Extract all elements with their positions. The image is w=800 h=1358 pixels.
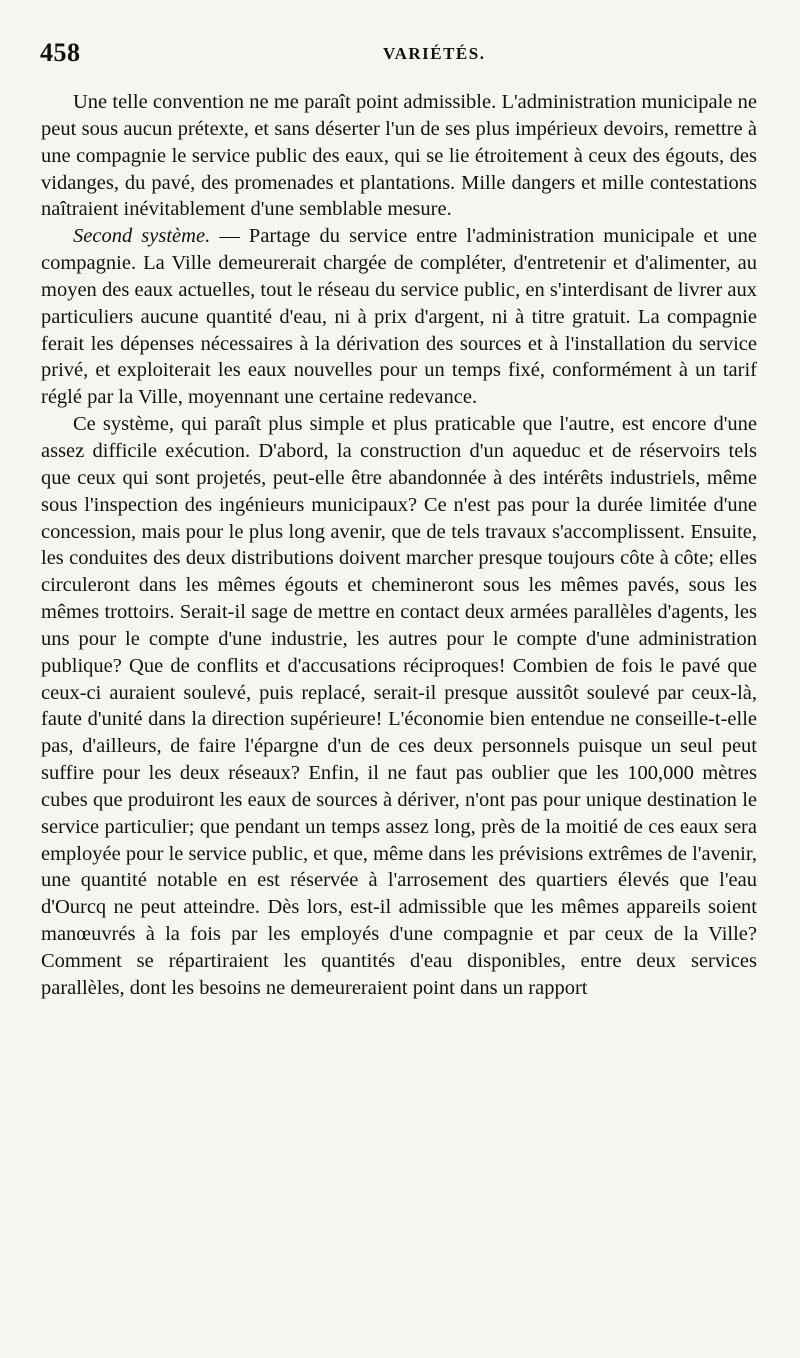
paragraph-text: — Partage du service entre l'administration municipale et une compagnie. La Ville demeurerait chargée de compléter, d'entretenir et d'alimenter, au moyen des eaux actuelles, tout le réseau du service public, en s'interdisant de livrer aux particuliers aucune quantité d'eau, ni à prix d'argent, ni à titre gratuit. La compagnie ferait les dépenses nécessaires à la dérivation des sources et à l'installation du service privé, et exploiterait les eaux nouvelles pour un temps fixé, conformément à un tarif réglé par la Ville, moyennant une certaine redevance. [41, 225, 758, 409]
paragraph-text: Ce système, qui paraît plus simple et plus praticable que l'autre, est encore d'une assez difficile exécution. D'abord, la construction d'un aqueduc et de réservoirs tels que ceux qui sont projetés, peut-elle être abandonnée à des intérêts industriels, même sous l'inspection des ingénieurs municipaux? Ce n'est pas pour la durée limitée d'une concession, mais pour le plus long avenir, que de tels travaux s'accomplissent. Ensuite, les conduites des deux distributions doivent marcher presque toujours côte à côte; elles circuleront dans les mêmes égouts et chemineront sous les mêmes pavés, sous les mêmes trottoirs. Serait-il sage de mettre en contact deux armées parallèles d'agents, les uns pour le compte d'une industrie, les autres pour le compte d'une administration publique? Que de conflits et d'accusations réciproques! Combien de fois le pavé que ceux-ci auraient soulevé, puis replacé, serait-il presque aussitôt soulevé par ceux-là, faute d'unité dans la direction supérieure! L'économie bien entendue ne conseille-t-elle pas, d'ailleurs, de faire l'épargne d'un de ces deux personnels puisque un seul peut suffire pour les deux réseaux? Enfin, il ne faut pas oublier que les 100,000 mètres cubes que produiront les eaux de sources à dériver, n'ont pas pour unique destination le service particulier; que pendant un temps assez long, près de la moitié de ces eaux sera employée pour le service public, et que, même dans les prévisions extrêmes de l'avenir, une quantité notable en est réservée à l'arrosement des quartiers élevés que l'eau d'Ourcq ne peut atteindre. Dès lors, est-il admissible que les mêmes appareils soient manœuvrés à la fois par les employés d'une compagnie et par ceux de la Ville? Comment se répartiraient les quantités d'eau disponibles, entre deux services parallèles, dont les besoins ne demeureraient point dans un rapport [41, 413, 757, 999]
page-header [40, 32, 760, 72]
page-number: 458 [40, 38, 81, 67]
paragraph-lead: Second système. [73, 225, 211, 248]
paragraph-text: Une telle convention ne me paraît point admissible. L'administration municipale ne peut sous aucun prétexte, et sans déserter l'un de ses plus impérieux devoirs, remettre à une compagnie le service public des eaux, qui se lie étroitement à ceux des égouts, des vidanges, du pavé, des promenades et plantations. Mille dangers et mille contestations naîtraient inévitablement d'une semblable mesure. [41, 91, 757, 221]
paragraph [41, 411, 757, 1002]
running-head: VARIÉTÉS. [383, 44, 486, 63]
paragraph [41, 223, 757, 411]
body-text [41, 89, 757, 1002]
paragraph [41, 89, 757, 223]
